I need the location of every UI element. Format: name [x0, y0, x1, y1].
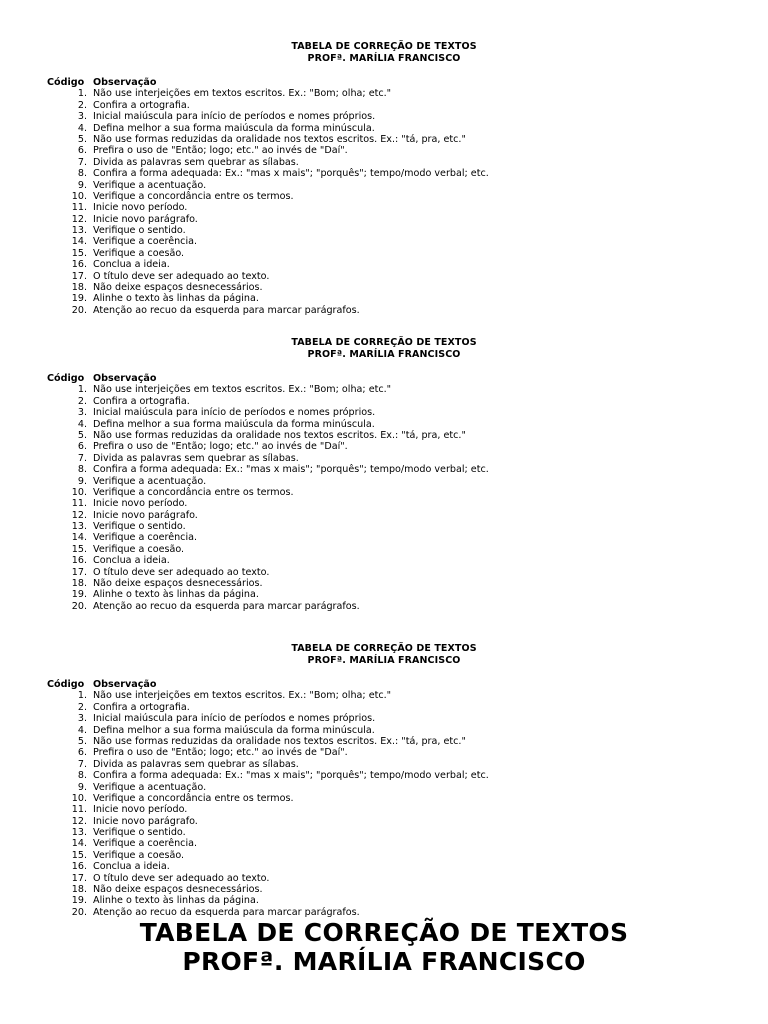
list-item: [0, 214, 768, 225]
item-code: 15.: [71, 247, 87, 259]
item-code: 18.: [71, 282, 87, 294]
observation-column-header: Observação: [93, 373, 157, 384]
item-code: 5.: [77, 133, 87, 145]
item-observation: Verifique a acentuação.: [93, 179, 207, 191]
item-list: [0, 690, 768, 918]
list-item: [0, 248, 768, 259]
column-headers: [0, 77, 768, 88]
item-code: 6.: [77, 145, 87, 157]
list-item: [0, 396, 768, 407]
item-code: 1.: [77, 88, 87, 100]
item-code: 19.: [71, 895, 87, 907]
list-item: [0, 816, 768, 827]
item-code: 1.: [77, 690, 87, 702]
list-item: [0, 259, 768, 270]
item-observation: Divida as palavras sem quebrar as sílabas.: [93, 758, 299, 770]
column-headers: [0, 373, 768, 384]
item-observation: Não use formas reduzidas da oralidade nos textos escritos. Ex.: "tá, pra, etc.": [93, 133, 466, 145]
table-body: [0, 679, 768, 918]
code-column-header: Código: [47, 77, 85, 88]
code-column-header: Código: [47, 373, 85, 384]
item-observation: Conclua a ideia.: [93, 259, 170, 271]
item-code: 9.: [77, 475, 87, 487]
item-code: 3.: [77, 111, 87, 123]
item-code: 10.: [71, 792, 87, 804]
item-observation: Confira a ortografia.: [93, 395, 190, 407]
list-item: [0, 225, 768, 236]
item-list: [0, 88, 768, 316]
item-observation: Inicie novo parágrafo.: [93, 509, 198, 521]
list-item: [0, 111, 768, 122]
item-code: 11.: [71, 804, 87, 816]
table-subtitle: PROFª. MARÍLIA FRANCISCO: [307, 53, 461, 64]
item-code: 12.: [71, 213, 87, 225]
item-observation: Inicie novo parágrafo.: [93, 815, 198, 827]
list-item: [0, 690, 768, 701]
list-item: [0, 271, 768, 282]
code-column-header: Código: [47, 679, 85, 690]
list-item: [0, 747, 768, 758]
item-code: 17.: [71, 270, 87, 282]
item-code: 8.: [77, 168, 87, 180]
item-observation: Verifique o sentido.: [93, 827, 186, 839]
item-observation: Verifique a coerência.: [93, 532, 198, 544]
item-observation: Verifique a concordância entre os termos.: [93, 486, 294, 498]
item-observation: Não deixe espaços desnecessários.: [93, 884, 263, 896]
item-observation: Verifique a coesão.: [93, 543, 185, 555]
item-code: 10.: [71, 190, 87, 202]
table-title: TABELA DE CORREÇÃO DE TEXTOS: [291, 41, 477, 52]
item-observation: Não use formas reduzidas da oralidade nos textos escritos. Ex.: "tá, pra, etc.": [93, 429, 466, 441]
item-code: 14.: [71, 236, 87, 248]
list-item: [0, 305, 768, 316]
item-observation: Inicie novo parágrafo.: [93, 213, 198, 225]
item-observation: Alinhe o texto às linhas da página.: [93, 895, 259, 907]
item-observation: Inicie novo período.: [93, 498, 188, 510]
item-code: 9.: [77, 179, 87, 191]
item-code: 20.: [71, 600, 87, 612]
list-item: [0, 464, 768, 475]
list-item: [0, 532, 768, 543]
item-code: 16.: [71, 259, 87, 271]
item-observation: Não deixe espaços desnecessários.: [93, 578, 263, 590]
item-observation: O título deve ser adequado ao texto.: [93, 566, 270, 578]
column-headers: [0, 679, 768, 690]
item-code: 4.: [77, 122, 87, 134]
list-item: [0, 884, 768, 895]
table-subtitle: PROFª. MARÍLIA FRANCISCO: [307, 655, 461, 666]
item-observation: Atenção ao recuo da esquerda para marcar parágrafos.: [93, 304, 360, 316]
item-code: 16.: [71, 861, 87, 873]
list-item: [0, 100, 768, 111]
item-observation: Atenção ao recuo da esquerda para marcar parágrafos.: [93, 600, 360, 612]
correction-table-3: [0, 643, 768, 918]
item-observation: Verifique a coesão.: [93, 849, 185, 861]
item-observation: Verifique a coerência.: [93, 236, 198, 248]
item-code: 5.: [77, 429, 87, 441]
list-item: [0, 555, 768, 566]
item-code: 17.: [71, 872, 87, 884]
item-observation: Alinhe o texto às linhas da página.: [93, 589, 259, 601]
item-code: 17.: [71, 566, 87, 578]
item-code: 6.: [77, 441, 87, 453]
table-title: TABELA DE CORREÇÃO DE TEXTOS: [291, 337, 477, 348]
item-observation: Alinhe o texto às linhas da página.: [93, 293, 259, 305]
item-observation: Prefira o uso de "Então; logo; etc." ao invés de "Daí".: [93, 747, 348, 759]
item-code: 5.: [77, 735, 87, 747]
item-code: 19.: [71, 589, 87, 601]
item-observation: Não use formas reduzidas da oralidade nos textos escritos. Ex.: "tá, pra, etc.": [93, 735, 466, 747]
item-code: 7.: [77, 156, 87, 168]
item-code: 6.: [77, 747, 87, 759]
item-code: 11.: [71, 202, 87, 214]
item-observation: Confira a forma adequada: Ex.: "mas x mais"; "porquês"; tempo/modo verbal; etc.: [93, 464, 489, 476]
table-subtitle: PROFª. MARÍLIA FRANCISCO: [307, 349, 461, 360]
item-observation: Não use interjeições em textos escritos. Ex.: "Bom; olha; etc.": [93, 88, 392, 100]
item-observation: Conclua a ideia.: [93, 861, 170, 873]
item-observation: Divida as palavras sem quebrar as sílabas.: [93, 156, 299, 168]
list-item: [0, 476, 768, 487]
item-observation: Confira a forma adequada: Ex.: "mas x mais"; "porquês"; tempo/modo verbal; etc.: [93, 770, 489, 782]
item-code: 2.: [77, 701, 87, 713]
list-item: [0, 145, 768, 156]
item-observation: Verifique a concordância entre os termos.: [93, 792, 294, 804]
item-code: 15.: [71, 849, 87, 861]
item-code: 13.: [71, 521, 87, 533]
list-item: [0, 873, 768, 884]
item-code: 12.: [71, 815, 87, 827]
item-observation: Verifique o sentido.: [93, 521, 186, 533]
item-observation: Não deixe espaços desnecessários.: [93, 282, 263, 294]
list-item: [0, 702, 768, 713]
item-observation: Verifique a concordância entre os termos.: [93, 190, 294, 202]
list-item: [0, 236, 768, 247]
observation-column-header: Observação: [93, 77, 157, 88]
list-item: [0, 521, 768, 532]
item-code: 18.: [71, 884, 87, 896]
list-item: [0, 498, 768, 509]
item-observation: Prefira o uso de "Então; logo; etc." ao invés de "Daí".: [93, 145, 348, 157]
item-code: 3.: [77, 407, 87, 419]
list-item: [0, 453, 768, 464]
large-title: TABELA DE CORREÇÃO DE TEXTOS: [139, 918, 629, 947]
item-observation: O título deve ser adequado ao texto.: [93, 872, 270, 884]
item-code: 4.: [77, 418, 87, 430]
list-item: [0, 895, 768, 906]
item-observation: Verifique a acentuação.: [93, 781, 207, 793]
item-code: 13.: [71, 827, 87, 839]
item-code: 2.: [77, 99, 87, 111]
list-item: [0, 441, 768, 452]
list-item: [0, 384, 768, 395]
observation-column-header: Observação: [93, 679, 157, 690]
item-observation: Verifique a coerência.: [93, 838, 198, 850]
list-item: [0, 293, 768, 304]
item-code: 14.: [71, 532, 87, 544]
list-item: [0, 804, 768, 815]
list-item: [0, 589, 768, 600]
item-code: 7.: [77, 452, 87, 464]
list-item: [0, 430, 768, 441]
list-item: [0, 191, 768, 202]
list-item: [0, 861, 768, 872]
table-body: [0, 77, 768, 316]
item-code: 4.: [77, 724, 87, 736]
item-code: 9.: [77, 781, 87, 793]
item-list: [0, 384, 768, 612]
item-code: 11.: [71, 498, 87, 510]
item-code: 16.: [71, 555, 87, 567]
list-item: [0, 88, 768, 99]
list-item: [0, 510, 768, 521]
list-item: [0, 827, 768, 838]
item-observation: Confira a ortografia.: [93, 99, 190, 111]
list-item: [0, 202, 768, 213]
item-observation: Verifique a acentuação.: [93, 475, 207, 487]
item-observation: Verifique a coesão.: [93, 247, 185, 259]
item-code: 3.: [77, 713, 87, 725]
item-code: 20.: [71, 304, 87, 316]
item-observation: Defina melhor a sua forma maiúscula da forma minúscula.: [93, 418, 375, 430]
item-code: 15.: [71, 543, 87, 555]
item-code: 12.: [71, 509, 87, 521]
list-item: [0, 487, 768, 498]
item-code: 14.: [71, 838, 87, 850]
item-observation: Prefira o uso de "Então; logo; etc." ao invés de "Daí".: [93, 441, 348, 453]
item-observation: Inicie novo período.: [93, 804, 188, 816]
item-code: 20.: [71, 906, 87, 918]
item-code: 10.: [71, 486, 87, 498]
large-heading: [0, 918, 768, 976]
table-body: [0, 373, 768, 612]
list-item: [0, 168, 768, 179]
list-item: [0, 782, 768, 793]
item-observation: Não use interjeições em textos escritos. Ex.: "Bom; olha; etc.": [93, 690, 392, 702]
list-item: [0, 793, 768, 804]
list-item: [0, 407, 768, 418]
list-item: [0, 180, 768, 191]
correction-table-2: [0, 337, 768, 612]
list-item: [0, 725, 768, 736]
list-item: [0, 567, 768, 578]
item-code: 19.: [71, 293, 87, 305]
list-item: [0, 544, 768, 555]
item-observation: Inicial maiúscula para início de períodos e nomes próprios.: [93, 713, 376, 725]
list-item: [0, 759, 768, 770]
list-item: [0, 838, 768, 849]
list-item: [0, 907, 768, 918]
item-code: 1.: [77, 384, 87, 396]
item-observation: Defina melhor a sua forma maiúscula da forma minúscula.: [93, 122, 375, 134]
large-subtitle: PROFª. MARÍLIA FRANCISCO: [182, 947, 586, 976]
item-code: 7.: [77, 758, 87, 770]
list-item: [0, 578, 768, 589]
list-item: [0, 123, 768, 134]
list-item: [0, 157, 768, 168]
item-code: 13.: [71, 225, 87, 237]
item-code: 8.: [77, 464, 87, 476]
list-item: [0, 770, 768, 781]
item-observation: Divida as palavras sem quebrar as sílabas.: [93, 452, 299, 464]
item-observation: Conclua a ideia.: [93, 555, 170, 567]
item-code: 8.: [77, 770, 87, 782]
list-item: [0, 736, 768, 747]
correction-table-1: [0, 41, 768, 316]
item-observation: Atenção ao recuo da esquerda para marcar parágrafos.: [93, 906, 360, 918]
item-code: 18.: [71, 578, 87, 590]
item-observation: O título deve ser adequado ao texto.: [93, 270, 270, 282]
item-observation: Verifique o sentido.: [93, 225, 186, 237]
item-observation: Não use interjeições em textos escritos. Ex.: "Bom; olha; etc.": [93, 384, 392, 396]
table-title: TABELA DE CORREÇÃO DE TEXTOS: [291, 643, 477, 654]
list-item: [0, 601, 768, 612]
item-observation: Defina melhor a sua forma maiúscula da forma minúscula.: [93, 724, 375, 736]
list-item: [0, 134, 768, 145]
item-observation: Inicial maiúscula para início de períodos e nomes próprios.: [93, 111, 376, 123]
list-item: [0, 713, 768, 724]
item-observation: Inicie novo período.: [93, 202, 188, 214]
list-item: [0, 850, 768, 861]
list-item: [0, 419, 768, 430]
list-item: [0, 282, 768, 293]
item-observation: Confira a ortografia.: [93, 701, 190, 713]
item-observation: Inicial maiúscula para início de períodos e nomes próprios.: [93, 407, 376, 419]
item-observation: Confira a forma adequada: Ex.: "mas x mais"; "porquês"; tempo/modo verbal; etc.: [93, 168, 489, 180]
item-code: 2.: [77, 395, 87, 407]
